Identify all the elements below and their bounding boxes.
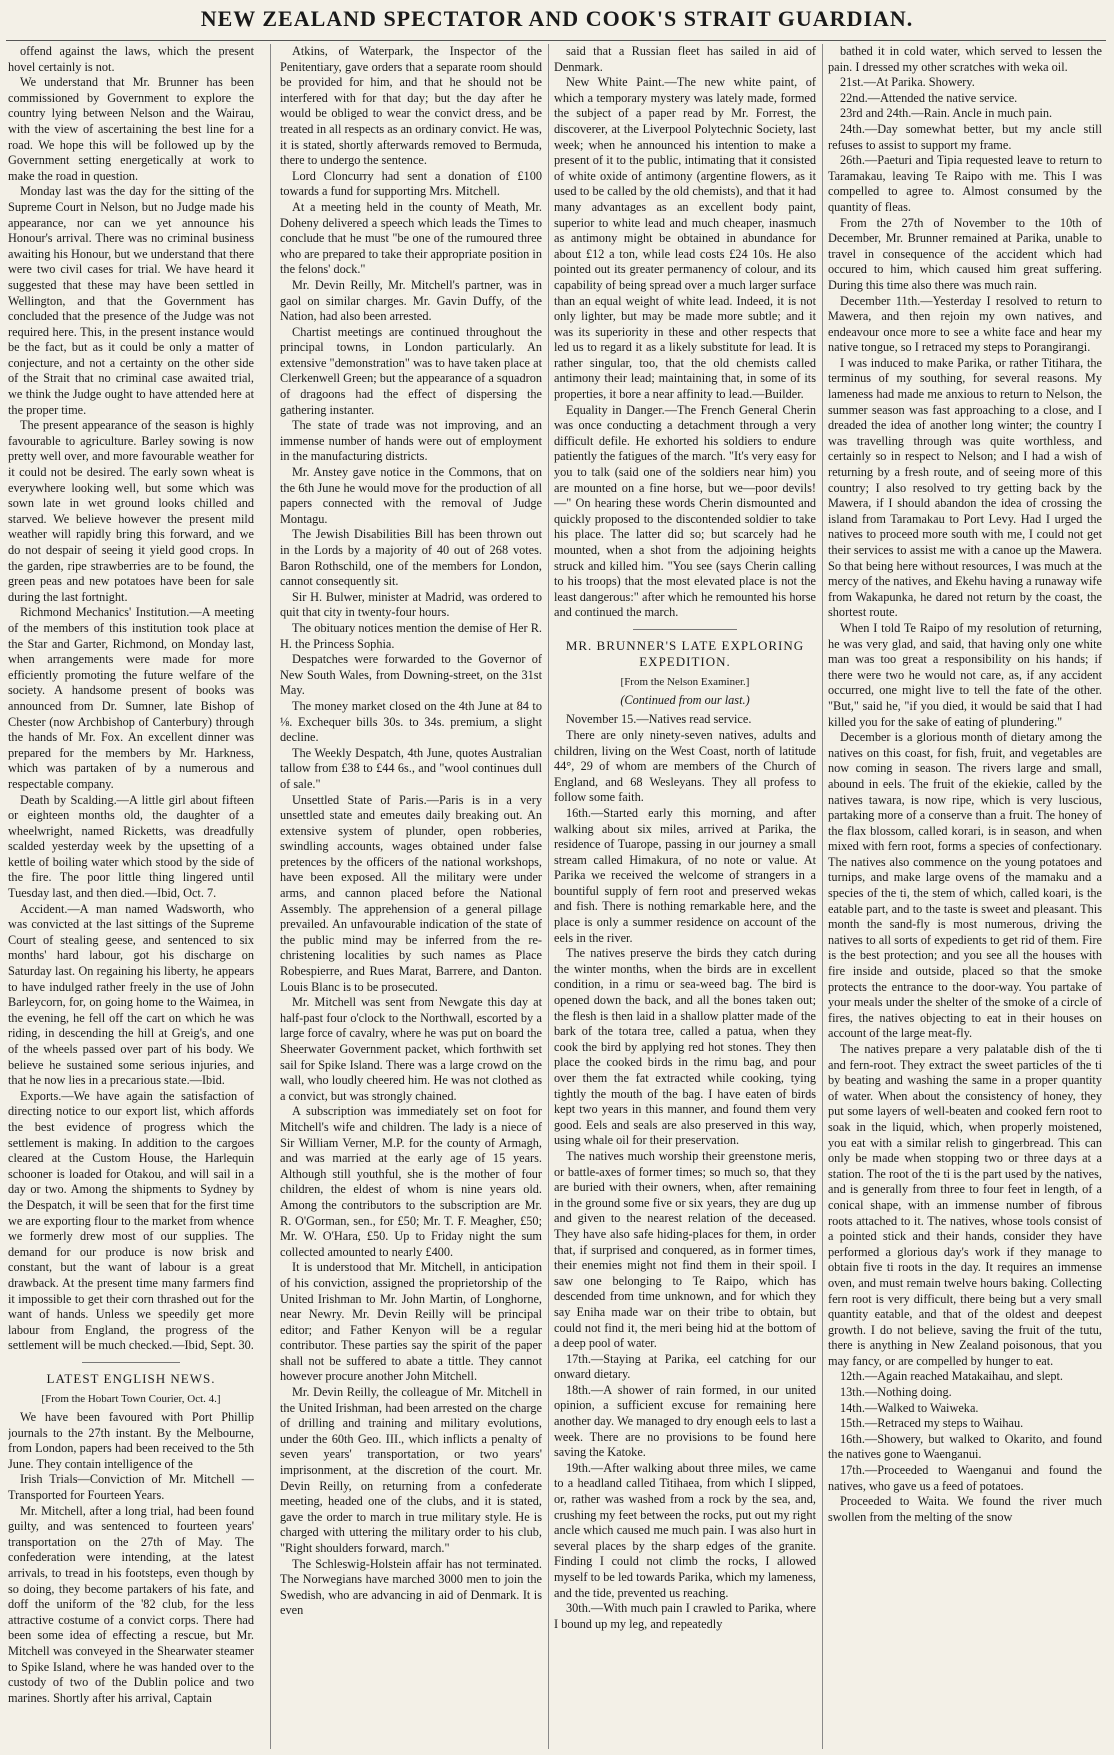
column-3-journal xyxy=(554,712,816,1632)
paragraph: We understand that Mr. Brunner has been commissioned by Government to explore the country lying between Nelson and the Wairau, with the view of ascertaining the best line for a road. We hope this will be followed up by the Government setting energetically at work to make the road in question. xyxy=(8,75,254,183)
column-4-journal xyxy=(828,44,1102,1525)
column-3-articles xyxy=(554,44,816,621)
column-rule xyxy=(270,44,271,1749)
paragraph: 19th.—After walking about three miles, we came to a headland called Titihaea, from which I slipped, or, rather was washed from a rock by the sea, and, crushing my feet between the rocks, put out my right ancle which caused me much pain. I was also hurt in several places by the sharp edges of the granite. Finding I could not climb the rocks, I allowed myself to be led towards Parika, which my lameness, and the tide, prevented us reaching. xyxy=(554,1460,816,1600)
paragraph: The obituary notices mention the demise of Her R. H. the Princess Sophia. xyxy=(280,620,542,651)
paragraph: 24th.—Day somewhat better, but my ancle still refuses to assist to support my frame. xyxy=(828,121,1102,152)
section-heading: LATEST ENGLISH NEWS. xyxy=(46,1370,216,1386)
masthead-rule xyxy=(6,40,1106,41)
paragraph: Exports.—We have again the satisfaction of directing notice to our export list, which affords the best evidence of progress which the settlement is making. In addition to the cargoes cleared at the Custom House, the Harlequin schooner is loaded for Otakou, and will sail in a day or two. Among the shipments to Sydney by the Despatch, it will be seen that for the first time we are exporting flour to the market from whence we formerly drew most of our supplies. The demand for our produce is now brisk and constant, but the want of labour is a great drawback. At the present time many farmers find it impossible to get their corn thrashed out for the want of hands. Unless we speedily get more labour from England, the progress of the settlement will be much checked.—Ibid, Sept. 30. xyxy=(8,1088,254,1353)
column-4 xyxy=(828,44,1102,1744)
paragraph: Mr. Devin Reilly, Mr. Mitchell's partner, was in gaol on similar charges. Mr. Gavin Duffy, of the Nation, had also been arrested. xyxy=(280,277,542,324)
paragraph: There are only ninety-seven natives, adults and children, living on the West Coast, north of latitude 44°, 29 of whom are members of the Church of England, and 68 Wesleyans. They all profess to follow some faith. xyxy=(554,727,816,805)
paragraph: The Schleswig-Holstein affair has not terminated. The Norwegians have marched 3000 men to join the Swedish, who are advancing in aid of Denmark. It is even xyxy=(280,1556,542,1618)
column-rule xyxy=(548,44,549,1749)
paragraph: said that a Russian fleet has sailed in aid of Denmark. xyxy=(554,44,816,74)
paragraph: 17th.—Proceeded to Waenganui and found the natives, who gave us a feed of potatoes. xyxy=(828,1463,1102,1493)
paragraph: Mr. Mitchell, after a long trial, had been found guilty, and was sentenced to fourteen years' transportation on the 27th of May. The confederation were intending, at the latest arrivals, to tread in his footsteps, even though by so doing, they become partakers of his fate, and doff the uniform of the '82 club, for the less attractive costume of a convict corps. There had been some idea of effecting a rescue, but Mr. Mitchell was conveyed in the Shearwater steamer to Spike Island, where he was handed over to the custody of two of the Dublin police and two marines. Shortly after his arrival, Captain xyxy=(8,1503,254,1705)
paragraph: 15th.—Retraced my steps to Waihau. xyxy=(840,1416,1024,1431)
paragraph: December 11th.—Yesterday I resolved to return to Mawera, and then rejoin my own natives, and endeavour once more to see a white face and hear my native tongue, so I retraced my steps to Porangirangi. xyxy=(828,293,1102,355)
paragraph: The Jewish Disabilities Bill has been thrown out in the Lords by a majority of 40 out of 268 votes. Baron Rothschild, one of the members for London, cannot consequently sit. xyxy=(280,527,542,589)
paragraph: From the 27th of November to the 10th of December, Mr. Brunner remained at Parika, unable to travel in consequence of the accident which had occured to him, which caused him great suffering. During this time also there was much rain. xyxy=(828,215,1102,292)
paragraph: 30th.—With much pain I crawled to Parika, where I bound up my leg, and repeatedly xyxy=(554,1601,816,1631)
paragraph: 17th.—Staying at Parika, eel catching for our onward dietary. xyxy=(554,1351,816,1382)
column-3 xyxy=(554,44,816,1744)
paragraph: December is a glorious month of dietary among the natives on this coast, for fish, fruit, and vegetables are now coming in season. The rivers large and small, abound in eels. The fruit of the ekiekie, called by the natives tawara, is now ripe, which is very luscious, partaking more of a conserve than a fruit. The honey of the flax blossom, called korari, is in season, and when mixed with fern root, forms a species of confectionary. The natives also commence on the young potatoes and turnips, and make large ovens of the mamaku and a species of the ti, the stem of which, called koari, is the eatable part, and to the taste is sweet and pleasant. This month the sand-fly is most numerous, driving the natives to all sorts of expedients to get rid of them. Fire is the best protection; and you see all the houses with fire inside and outside, placed so that the smoke protects the entrance to the door-way. You partake of your meals under the shelter of the smoke of a circle of fires, the natives objecting to eat in their houses on account of the large meat-fly. xyxy=(828,730,1102,1041)
paragraph: Equality in Danger.—The French General Cherin was once conducting a detachment through a very difficult defile. He exhorted his soldiers to endure patiently the fatigues of the march. "It's very easy for you to talk (said one of the soldiers near him) you are mounted on a fine horse, but we—poor devils!—" On hearing these words Cherin dismounted and quickly proposed to the discontended soldier to take his place. The latter did so; but scarcely had he mounted, when a shot from the adjoining heights struck and killed him. "You see (says Cherin calling to his troops) that the most elevated place is not the least dangerous:" after which he remounted his horse and continued the march. xyxy=(554,402,816,620)
column-rule xyxy=(822,44,823,1749)
paragraph: 12th.—Again reached Matakaihau, and slept. xyxy=(840,1369,1063,1384)
paragraph: 16th.—Started early this morning, and after walking about six miles, arrived at Parika, the residence of Tuarope, passing in our journey a small stream called Himakura, of no note or value. At Parika we received the welcome of strangers in a bountiful supply of fern root and preserved wekas and fish. There is nothing remarkable here, and the place is only a summer residence on account of the eels in the river. xyxy=(554,805,816,945)
paragraph: It is understood that Mr. Mitchell, in anticipation of his conviction, assigned the proprietorship of the United Irishman to Mr. John Martin, of Longhorne, near Newry. Mr. Devin Reilly will be principal editor; and Father Kenyon will be a regular contributor. These parties say the spirit of the paper shall not be suffered to abate a tittle. They cannot however procure another John Mitchell. xyxy=(280,1260,542,1384)
paragraph: Sir H. Bulwer, minister at Madrid, was ordered to quit that city in twenty-four hours. xyxy=(280,589,542,620)
column-1-articles xyxy=(8,44,254,1354)
section-divider xyxy=(82,1362,180,1363)
paragraph: Mr. Anstey gave notice in the Commons, that on the 6th June he would move for the production of all papers connected with the removal of Judge Montagu. xyxy=(280,465,542,526)
paragraph: At a meeting held in the county of Meath, Mr. Doheny delivered a speech which leads the Times to conclude that he must "be one of the rumoured three who are prepared to take their appropriate position in the felons' dock." xyxy=(280,199,542,277)
paragraph: November 15.—Natives read service. xyxy=(566,712,752,727)
source-note: [From the Nelson Examiner.] xyxy=(620,676,750,689)
section-divider xyxy=(633,629,738,630)
paragraph: When I told Te Raipo of my resolution of returning, he was very glad, and said, that having only one white man was too great a responsibility on his hands; if there were two he would not care, as, if any accident occurred, one might live to tell the fate of the other. "But," said he, "if you died, it would be said that I had killed you for the sake of eating of plundering." xyxy=(828,620,1102,729)
column-1-news xyxy=(8,1410,254,1706)
paragraph: Proceeded to Waita. We found the river much swollen from the melting of the snow xyxy=(828,1494,1102,1524)
paragraph: offend against the laws, which the present hovel certainly is not. xyxy=(8,44,254,74)
paragraph: 23rd and 24th.—Rain. Ancle in much pain. xyxy=(840,106,1053,121)
column-1 xyxy=(8,44,254,1744)
paragraph: Irish Trials—Conviction of Mr. Mitchell — Transported for Fourteen Years. xyxy=(8,1472,254,1503)
paragraph: Unsettled State of Paris.—Paris is in a very unsettled state and emeutes daily breaking out. An extensive system of plunder, open robberies, swindling accounts, wages obtained under false pretences by the officers of the national workshops, have been exposed. All the military were under arms, and cannon placed before the National Assembly. The apprehension of a general pillage prevailed. An unfavourable indication of the state of the public mind may be inferred from the re-christening localities by such names as Place Robespierre, and Rues Marat, Barrere, and Danton. Louis Blanc is to be prosecuted. xyxy=(280,792,542,994)
paragraph: Richmond Mechanics' Institution.—A meeting of the members of this institution took place at the Star and Garter, Richmond, on Monday last, when arrangements were made for more efficiently promoting the future welfare of the society. A handsome present of books was announced from Dr. Sumner, late Bishop of Chester (now Archbishop of Canterbury) through the hands of Mr. Fox. An excellent dinner was prepared for the members by Mr. Harkness, which was partaken of by a numerous and respectable company. xyxy=(8,605,254,791)
paragraph: The natives much worship their greenstone meris, or battle-axes of former times; so much so, that they are buried with their owners, when, after remaining in the ground some five or six years, they are dug up and given to the nearest relation of the deceased. They have also safe hiding-places for them, in order that, if surprised and conquered, as in former times, their enemies might not find them in their spoil. I saw one belonging to Te Raipo, which has descended from time unknown, and for which they say Eniha made war on their tribe to obtain, but could not find it, the meri being hid at the bottom of a deep pool of water. xyxy=(554,1148,816,1351)
paragraph: 26th.—Paeturi and Tipia requested leave to return to Taramakau, leaving Te Raipo with me. This I was compelled to agree to. Almost consumed by the quantity of fleas. xyxy=(828,153,1102,214)
column-2-articles xyxy=(280,44,542,1619)
paragraph: Chartist meetings are continued throughout the principal towns, in London particularly. An extensive "demonstration" was to have taken place at Clerkenwell Green; but the appearance of a squadron of dragoons had the effect of dispersing the gathering instanter. xyxy=(280,324,542,417)
paragraph: 16th.—Showery, but walked to Okarito, and found the natives gone to Waenganui. xyxy=(828,1431,1102,1462)
paragraph: The natives prepare a very palatable dish of the ti and fern-root. They extract the sweet particles of the ti by beating and washing the same in a proper quantity of water. When about the consistency of honey, they put some layers of well-beaten and cooked fern root to soak in the liquid, which, when properly moistened, you eat with a similar relish to gingerbread. This can only be made when stopping two or three days at a station. The root of the ti is the part used by the natives, and is generally from three to four feet in length, of a conical shape, with an immense number of fibrous roots attached to it. The natives, whose tools consist of a pointed stick and their hands, consider they have performed a glorious day's work if they manage to obtain five ti roots in the day. It requires an immense oven, and must remain twelve hours baking. Collecting fern root is very difficult, there being but a very small quantity eatable, and that of the oldest and deepest growth. I do not believe, saving the fruit of the tutu, there is anything in New Zealand poisonous, that you may fancy, or are compelled by hunger to eat. xyxy=(828,1042,1102,1368)
paragraph: bathed it in cold water, which served to lessen the pain. I dressed my other scratches with weka oil. xyxy=(828,44,1102,74)
masthead-title: NEW ZEALAND SPECTATOR AND COOK'S STRAIT GUARDIAN. xyxy=(200,6,914,31)
paragraph: I was induced to make Parika, or rather Titihara, the terminus of my southing, for several reasons. My lameness had made me anxious to return to Nelson, the summer season was fast approaching to a close, and I dreaded the idea of another long winter; the country I was travelling through was quite worthless, and certainly so in respect to Nelson; and I had a wish of returning by a fresh route, and of seeing more of this country; I also resolved to try getting back by the Mawera, if I should abandon the idea of crossing the island from Taramakau to Port Levy. Had I urged the natives to proceed more south with me, I could not get their services to assist me with a canoe up the Mawera. So that being here without resources, I was much at the mercy of the natives, and Ekehu having a runaway wife from Wakapunka, he dared not return by the coast, the shortest route. xyxy=(828,355,1102,620)
paragraph: The natives preserve the birds they catch during the winter months, when the birds are in excellent condition, in a rimu or sea-weed bag. The bird is opened down the back, and all the bones taken out; the flesh is then laid in a shallow platter made of the bark of the totara tree, called a patua, when they cook the bird by applying red hot stones. They then place the cooked birds in the rimu bag, and pour over them the fat extracted while cooking, tying tightly the mouth of the bag. I have eaten of birds kept two years in this manner, and found them very good. Eels and seals are also preserved in this way, using whale oil for their preservation. xyxy=(554,946,816,1148)
column-2 xyxy=(280,44,542,1744)
paragraph: Monday last was the day for the sitting of the Supreme Court in Nelson, but no Judge made his appearance, nor can we yet announce his Honour's arrival. There was no criminal business awaiting his Honour, but we understand that there were two civil cases for trial. We have heard it suggested that these may have been settled in Wellington, and that the Government has concluded that the presence of the Judge was not required here. This, in the present instance would be the fact, but as it could be only a matter of conjecture, and not a certainty on the other side of the Strait that no criminal case awaited trial, we think the Judge ought to have attended here at the proper time. xyxy=(8,184,254,417)
paragraph: 13th.—Nothing doing. xyxy=(840,1385,952,1400)
paragraph: Mr. Devin Reilly, the colleague of Mr. Mitchell in the United Irishman, had been arrested on the charge of drilling and training and military evolutions, under the 60th Geo. III., which inflicts a penalty of seven years' transportation, or two years' imprisonment, at the discretion of the court. Mr. Devin Reilly, on returning from a confederate meeting, headed one of the clubs, and it is stated, gave the order to march in true military style. He is charged with uttering the military order to his club, "Right shoulders forward, march." xyxy=(280,1385,542,1555)
paragraph: 22nd.—Attended the native service. xyxy=(840,90,1018,105)
paragraph: 14th.—Walked to Waiweka. xyxy=(840,1400,979,1415)
paragraph: 18th.—A shower of rain formed, in our united opinion, a sufficient excuse for remaining here another day. We managed to dry enough eels to last a week. There are no provisions to be found here saving the Katoke. xyxy=(554,1382,816,1460)
paragraph: Accident.—A man named Wadsworth, who was convicted at the last sittings of the Supreme Court of stealing geese, and sentenced to six months' hard labour, got his discharge on Saturday last. On regaining his liberty, he appears to have indulged rather freely in the use of John Barleycorn, for, on going home to the Waimea, in the evening, he fell off the cart on which he was riding, in descending the hill at Greig's, and one of the wheels passed over part of his body. We believe he sustained some serious injuries, and that he now lies in a precarious state.—Ibid. xyxy=(8,901,254,1088)
paragraph: Despatches were forwarded to the Governor of New South Wales, from Downing-street, on the 31st May. xyxy=(280,652,542,698)
paragraph: We have been favoured with Port Phillip journals to the 27th instant. By the Melbourne, from London, papers had been received to the 5th June. They contain intelligence of the xyxy=(8,1410,254,1471)
paragraph: The present appearance of the season is highly favourable to agriculture. Barley sowing is now pretty well over, and more favourable weather for it could not be desired. The early sown wheat is everywhere looking well, but some which was sown late in wet ground looks chilled and starved. We believe however the present mild weather will rapidly bring this forward, and we do not despair of seeing it yield good crops. In the garden, ripe strawberries are to be found, the green peas and new potatoes have been for sale during the last fortnight. xyxy=(8,418,254,604)
paragraph: Death by Scalding.—A little girl about fifteen or eighteen months old, the daughter of a wheelwright, named Ricketts, was dreadfully scalded yesterday week by the upsetting of a kettle of boiling water which stood by the side of the fire. The poor little thing lingered until Tuesday last, and then died.—Ibid, Oct. 7. xyxy=(8,792,254,901)
paragraph: 21st.—At Parika. Showery. xyxy=(840,75,975,90)
paragraph: A subscription was immediately set on foot for Mitchell's wife and children. The lady is a niece of Sir William Verner, M.P. for the county of Armagh, and was married at the early age of 15 years. Although still youthful, she is the mother of four children, the eldest of whom is nine years old. Among the contributors to the subscription are Mr. R. O'Gorman, sen., for £50; Mr. T. F. Meagher, £50; Mr. W. O'Hara, £50. Up to Friday night the sum collected amounted to nearly £400. xyxy=(280,1104,542,1259)
paragraph: Atkins, of Waterpark, the Inspector of the Penitentiary, gave orders that a separate room should be provided for him, and that he should not be interfered with for that day; but the day after he would be obliged to wear the convict dress, and be treated in all respects as an ordinary convict. He was, it is stated, shortly afterwards removed to Bermuda, there to undergo the sentence. xyxy=(280,44,542,168)
source-note: [From the Hobart Town Courier, Oct. 4.] xyxy=(41,1393,221,1406)
paragraph: The money market closed on the 4th June at 84 to ⅛. Exchequer bills 30s. to 34s. premium, a slight decline. xyxy=(280,698,542,745)
paragraph: Lord Cloncurry had sent a donation of £100 towards a fund for supporting Mrs. Mitchell. xyxy=(280,168,542,199)
paragraph: The Weekly Despatch, 4th June, quotes Australian tallow from £38 to £44 6s., and "wool continues dull of sale." xyxy=(280,745,542,791)
paragraph: Mr. Mitchell was sent from Newgate this day at half-past four o'clock to the Northwall, escorted by a large force of cavalry, where he was put on board the Sheerwater Government packet, which forthwith set sail for Spike Island. There was a large crowd on the wall, who loudly cheered him. He was not clothed as a convict, but was strongly chained. xyxy=(280,995,542,1103)
paragraph: New White Paint.—The new white paint, of which a temporary mystery was lately made, formed the subject of a paper read by Mr. Forrest, the discoverer, at the Liverpool Polytechnic Society, last week; when he announced his intention to make a present of it to the public, intimating that it consisted of white oxide of antimony (argentine flowers, as it used to be called by the old chemists), and that it had many advantages as an excellent body paint, superior to white lead and much cheaper, inasmuch as antimony might be obtained in abundance for about £12 a ton, while lead costs £24 10s. He also pointed out its greater permanency of colour, and its capability of being spread over a much larger surface than an equal weight of white lead. Indeed, it is not only lighter, but may be made more subtle; and it was its superiority in these and other respects that led us to regard it as a likely substitute for lead. It is rather singular, too, that the old chemists called antimony their lead; maintaining that, in some of its properties, it bore a near affinity to lead.—Builder. xyxy=(554,75,816,402)
paragraph: The state of trade was not improving, and an immense number of hands were out of employment in the manufacturing districts. xyxy=(280,418,542,464)
section-heading: MR. BRUNNER'S LATE EXPLORING EXPEDITION. xyxy=(565,637,805,669)
continuation-note: (Continued from our last.) xyxy=(620,692,750,707)
